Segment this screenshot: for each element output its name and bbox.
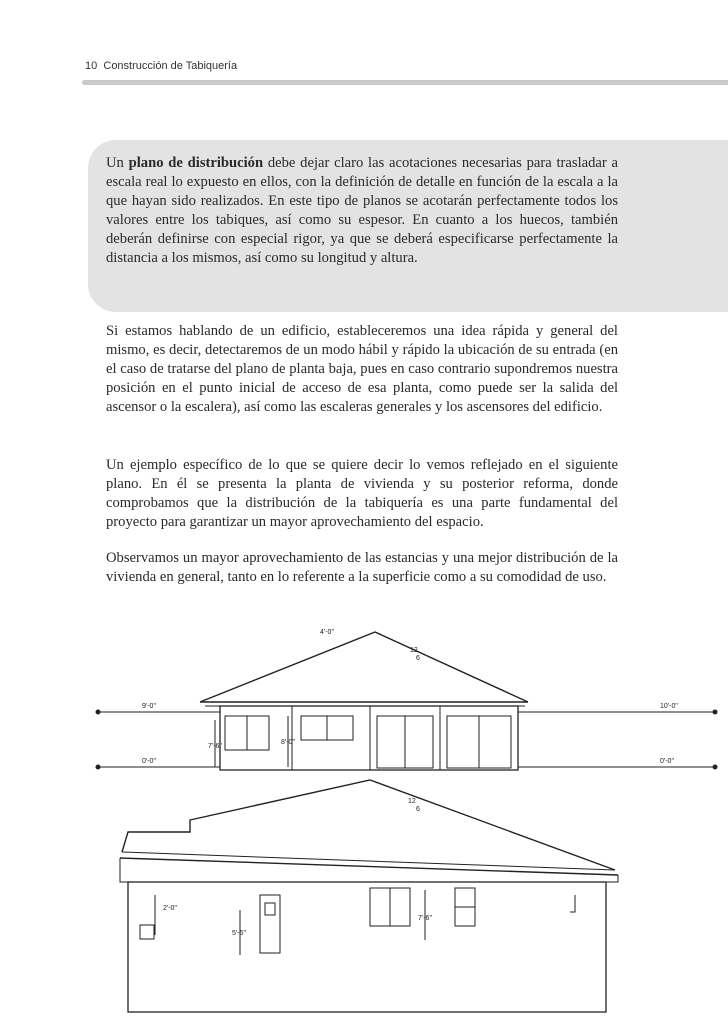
page-number: 10 — [85, 60, 98, 72]
label-left-bottom: 0'-0" — [142, 758, 156, 765]
paragraph-3: Observamos un mayor aprovechamiento de las estancias y una mejor distribución de la vivienda en general, tanto en lo referente a la superficie como a su comodidad de uso. — [106, 550, 618, 585]
label-pitch-2: 12 — [408, 798, 416, 805]
header-divider — [82, 80, 728, 85]
label-dim-e: 7'-6" — [418, 915, 432, 922]
elevation-drawing — [80, 620, 728, 1020]
paragraph-1: Si estamos hablando de un edificio, estableceremos una idea rápida y general del mismo, es decir, detectaremos de un modo hábil y rápido la ubicación de su entrada (en el caso de tratarse del plano de planta baja, pues en caso contrario supondremos nuestra posición en el punto inicial de acceso de esa planta, como puede ser la salida del ascensor o la escalera), así como las escaleras generales y los ascensores del edificio. — [106, 323, 618, 415]
section-title: Construcción de Tabiquería — [103, 60, 238, 72]
side-elevation — [120, 780, 618, 1012]
label-pitch: 12 — [410, 647, 418, 654]
label-left-top: 9'-0" — [142, 703, 156, 710]
bold-term: plano de distribución — [128, 155, 264, 171]
box-paragraph: Un plano de distribución debe dejar claro las acotaciones necesarias para trasladar a escala real lo expuesto en ellos, con la definición de detalle en función de la escala a la que hayan sido realizados. En este tipo de planos se acotarán perfectamente todos los valores entre los tabiques, así como su espesor. En cuanto a los huecos, también deberán definirse con especial rigor, ya que se deberá especificarse perfectamente la distancia a los mismos, así como su longitud y altura. — [106, 155, 618, 266]
running-header — [85, 60, 237, 72]
label-dim-b: 8'-0" — [281, 739, 295, 746]
front-elevation — [96, 632, 717, 770]
label-right-top: 10'-0" — [660, 703, 678, 710]
label-dim-c: 2'-0" — [163, 905, 177, 912]
label-dim-d: 5'-6" — [232, 930, 246, 937]
label-right-bottom: 0'-0" — [660, 758, 674, 765]
label-pitch-b: 6 — [416, 655, 420, 662]
label-roof-top: 4'-0" — [320, 629, 334, 636]
label-pitch-2b: 6 — [416, 806, 420, 813]
label-dim-a: 7'-6" — [208, 743, 222, 750]
paragraph-2: Un ejemplo específico de lo que se quiere decir lo vemos reflejado en el siguiente plano. En él se presenta la planta de vivienda y su posterior reforma, donde comprobamos que la distribución de la tabiquería es una parte fundamental del proyecto para garantizar un mayor aprovechamiento del espacio. — [106, 457, 618, 530]
